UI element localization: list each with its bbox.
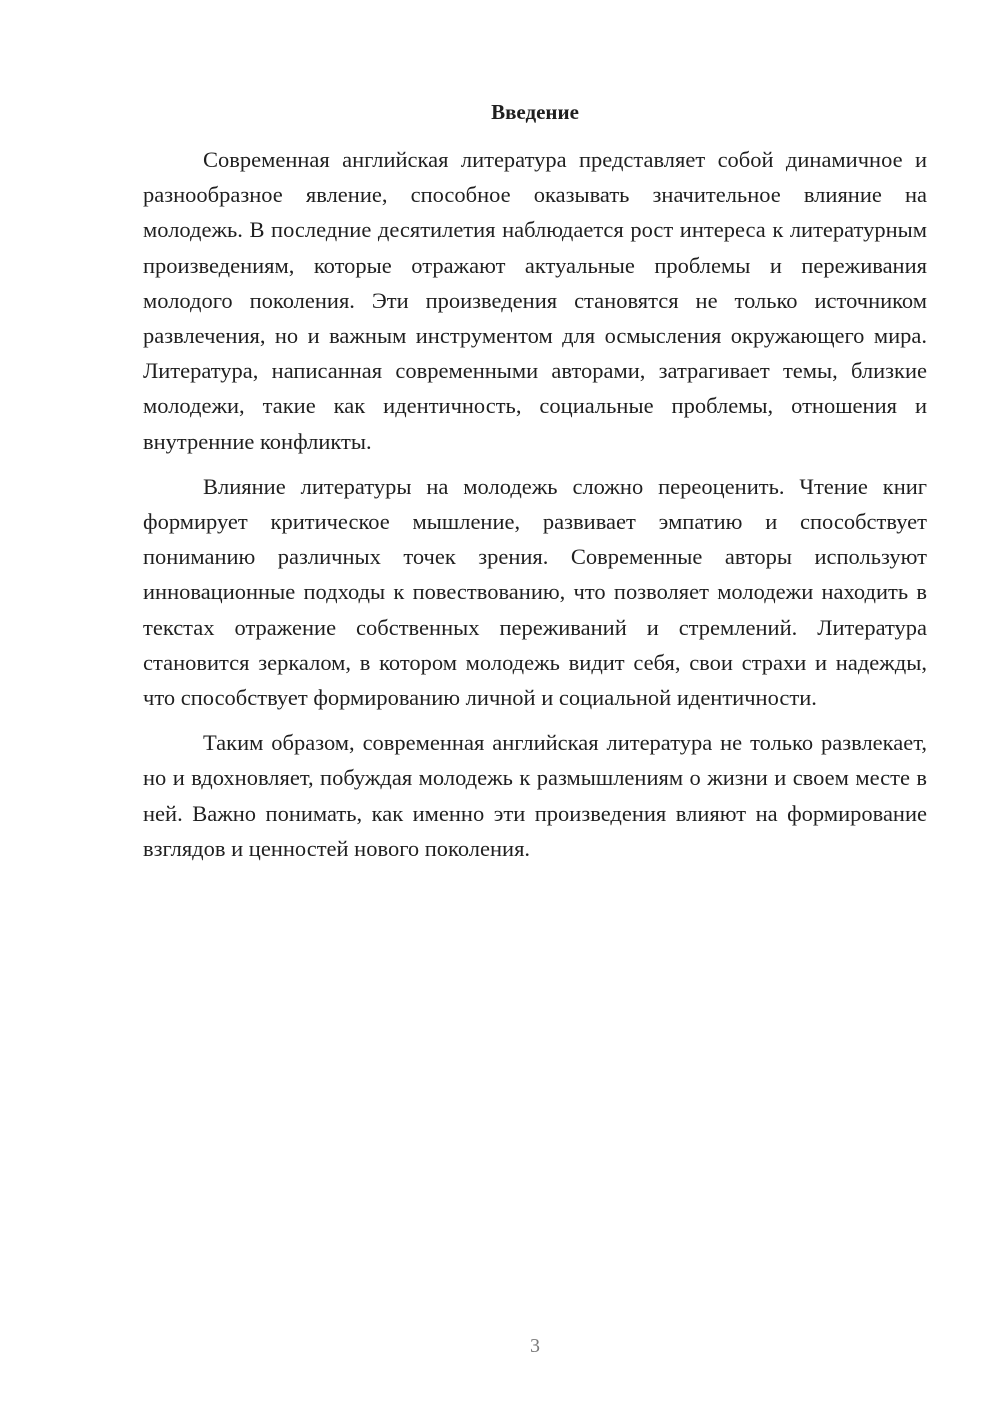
- page-number: 3: [530, 1335, 540, 1357]
- body-text: [143, 142, 927, 866]
- page-title: Введение: [491, 100, 579, 124]
- paragraph-2: Влияние литературы на молодежь сложно переоценить. Чтение книг формирует критическое мышление, развивает эмпатию и способствует пониманию различных точек зрения. Современные авторы используют инновационные подходы к повествованию, что позволяет молодежи находить в текстах отражение собственных переживаний и стремлений. Литература становится зеркалом, в котором молодежь видит себя, свои страхи и надежды, что способствует формированию личной и социальной идентичности.: [143, 473, 927, 711]
- paragraph-3: Таким образом, современная английская литература не только развлекает, но и вдохновляет, побуждая молодежь к размышлениям о жизни и своем месте в ней. Важно понимать, как именно эти произведения влияют на формирование взглядов и ценностей нового поколения.: [143, 730, 927, 861]
- paragraph-1: Современная английская литература представляет собой динамичное и разнообразное явление, способное оказывать значительное влияние на молодежь. В последние десятилетия наблюдается рост интереса к литературным произведениям, которые отражают актуальные проблемы и переживания молодого поколения. Эти произведения становятся не только источником развлечения, но и важным инструментом для осмысления окружающего мира. Литература, написанная современными авторами, затрагивает темы, близкие молодежи, такие как идентичность, социальные проблемы, отношения и внутренние конфликты.: [143, 147, 927, 454]
